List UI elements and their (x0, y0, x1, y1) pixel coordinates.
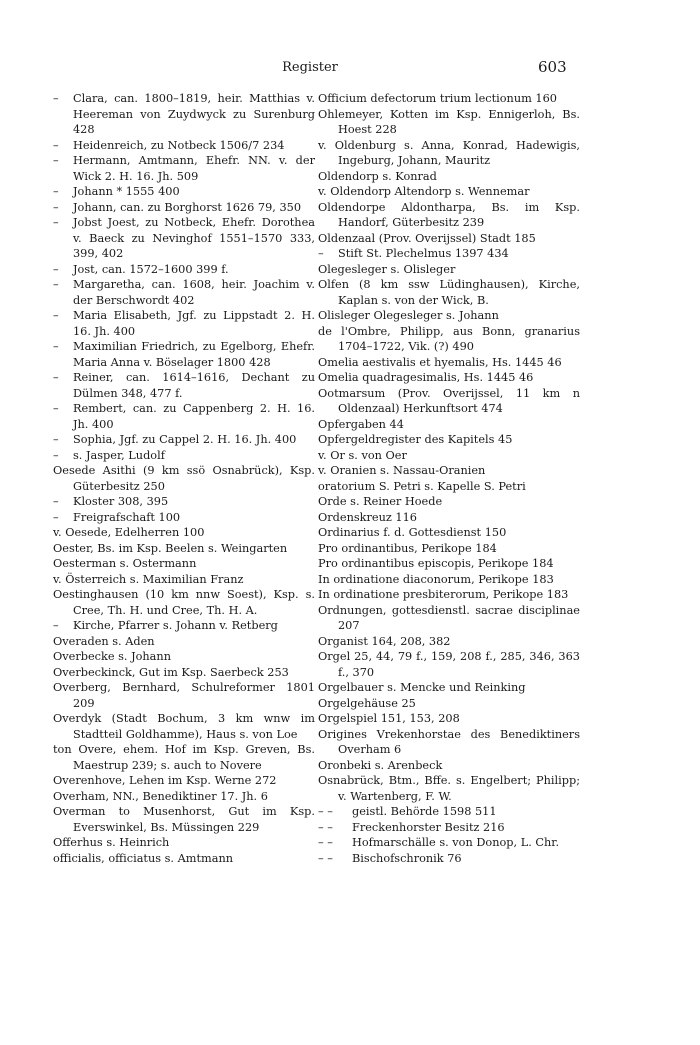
index-entry-text: Officium defectorum trium lectionum 160 (318, 92, 557, 105)
index-entry-text: Overdyk (Stadt Bochum, 3 km wnw im Stadtteil Goldhamme), Haus s. von Loe (53, 712, 315, 741)
index-entry (53, 370, 315, 401)
index-entry (53, 339, 315, 370)
index-entry-text: Kirche, Pfarrer s. Johann v. Retberg (73, 619, 278, 632)
index-entry-text: Oldendorpe Aldontharpa, Bs. im Ksp. Handorf, Güterbesitz 239 (318, 200, 580, 229)
index-entry (318, 138, 580, 169)
sub-entry-dash: – – (318, 836, 333, 849)
index-entry (318, 448, 580, 464)
index-entry-text: Pro ordinantibus, Perikope 184 (318, 541, 497, 555)
index-entry (318, 587, 580, 603)
index-entry-text: Overaden s. Aden (53, 634, 155, 648)
sub-entry-dash: – (53, 495, 59, 508)
index-entry-text: Omelia quadragesimalis, Hs. 1445 46 (318, 371, 534, 384)
index-entry-text: Margaretha, can. 1608, heir. Joachim v. der Berschwordt 402 (73, 278, 315, 307)
index-entry (53, 215, 315, 262)
index-entry (53, 308, 315, 339)
index-entry-text: Organist 164, 208, 382 (318, 634, 451, 648)
index-entry (53, 773, 315, 789)
sub-entry-dash: – (318, 247, 324, 260)
index-entry (53, 401, 315, 432)
index-entry (318, 525, 580, 541)
sub-entry-dash: – (53, 262, 59, 276)
sub-entry-dash: – (53, 278, 59, 291)
index-entry (318, 370, 580, 386)
index-entry (318, 649, 580, 680)
sub-entry-dash: – (53, 510, 59, 524)
index-entry (53, 618, 315, 634)
sub-entry-dash: – – (318, 851, 333, 865)
index-entry (318, 804, 580, 820)
index-entry (53, 835, 315, 851)
index-entry (318, 603, 580, 634)
sub-entry-dash: – (53, 200, 59, 214)
index-entry-text: officialis, officiatus s. Amtmann (53, 851, 234, 865)
index-entry (318, 262, 580, 278)
index-entry (318, 184, 580, 200)
index-entry (53, 851, 315, 867)
index-entry-text: Olegesleger s. Olisleger (318, 262, 456, 276)
index-entry (318, 835, 580, 851)
index-entry (318, 510, 580, 526)
index-entry-text: Freckenhorster Besitz 216 (352, 820, 505, 834)
index-entry-text: Overman to Musenhorst, Gut im Ksp. Everswinkel, Bs. Müssingen 229 (53, 805, 315, 834)
index-entry-text: Omelia aestivalis et hyemalis, Hs. 1445 46 (318, 355, 562, 369)
index-entry-text: Ordenskreuz 116 (318, 510, 417, 524)
index-entry-text: Orgelspiel 151, 153, 208 (318, 712, 460, 725)
index-entry-text: Maria Elisabeth, Jgf. zu Lippstadt 2. H. 16. Jh. 400 (73, 309, 315, 338)
index-entry (318, 773, 580, 804)
index-entry-text: In ordinatione diaconorum, Perikope 183 (318, 572, 554, 586)
index-entry (318, 556, 580, 572)
index-entry-text: oratorium S. Petri s. Kapelle S. Petri (318, 479, 526, 493)
index-entry (318, 231, 580, 247)
index-entry (318, 463, 580, 479)
index-entry-text: Opfergeldregister des Kapitels 45 (318, 433, 513, 446)
index-entry-text: s. Jasper, Ludolf (73, 448, 165, 462)
index-entry (53, 742, 315, 773)
page-number: 603 (538, 58, 567, 76)
index-entry-text: In ordinatione presbiterorum, Perikope 183 (318, 588, 569, 601)
index-entry-text: Offerhus s. Heinrich (53, 836, 170, 849)
index-entry (318, 696, 580, 712)
index-entry (318, 820, 580, 836)
index-entry-text: Bischofschronik 76 (352, 851, 462, 865)
index-column-right (318, 91, 580, 866)
index-entry-text: v. Oldendorp Altendorp s. Wennemar (318, 185, 530, 198)
sub-entry-dash: – (53, 340, 59, 353)
sub-entry-dash: – – (318, 805, 333, 818)
index-entry (53, 277, 315, 308)
sub-entry-dash: – (53, 138, 59, 152)
sub-entry-dash: – (53, 371, 59, 384)
index-entry-text: Ootmarsum (Prov. Overijssel, 11 km n Oldenzaal) Herkunftsort 474 (318, 386, 580, 415)
index-entry (318, 417, 580, 433)
index-entry-text: Osnabrück, Btm., Bffe. s. Engelbert; Philipp; v. Wartenberg, F. W. (318, 774, 580, 803)
index-entry-text: Ordinarius f. d. Gottesdienst 150 (318, 526, 507, 539)
index-entry (318, 308, 580, 324)
index-entry (53, 448, 315, 464)
index-entry (53, 138, 315, 154)
index-entry (53, 463, 315, 494)
index-entry-text: Hermann, Amtmann, Ehefr. NN. v. der Wick 2. H. 16. Jh. 509 (73, 154, 315, 183)
running-title: Register (282, 60, 338, 75)
index-entry (53, 587, 315, 618)
index-entry (318, 386, 580, 417)
index-entry (318, 634, 580, 650)
index-entry (53, 494, 315, 510)
index-entry-text: Freigrafschaft 100 (73, 510, 181, 524)
index-entry (53, 184, 315, 200)
index-entry-text: geistl. Behörde 1598 511 (352, 805, 497, 818)
sub-entry-dash: – (53, 154, 59, 167)
index-entry (318, 494, 580, 510)
index-entry-text: Oronbeki s. Arenbeck (318, 758, 443, 772)
index-entry-text: Orgel 25, 44, 79 f., 159, 208 f., 285, 346, 363 f., 370 (318, 650, 580, 679)
sub-entry-dash: – (53, 216, 59, 229)
index-entry-text: Maximilian Friedrich, zu Egelborg, Ehefr. Maria Anna v. Böselager 1800 428 (73, 340, 315, 369)
index-entry (53, 556, 315, 572)
index-entry (318, 479, 580, 495)
index-entry (53, 200, 315, 216)
index-entry (53, 153, 315, 184)
sub-entry-dash: – (53, 448, 59, 462)
index-entry (53, 789, 315, 805)
index-entry (318, 277, 580, 308)
sub-entry-dash: – (53, 402, 59, 415)
index-entry (318, 246, 580, 262)
index-entry (53, 510, 315, 526)
index-entry-text: Oestinghausen (10 km nnw Soest), Ksp. s. Cree, Th. H. und Cree, Th. H. A. (53, 588, 315, 617)
index-entry (318, 680, 580, 696)
index-entry-text: Oester, Bs. im Ksp. Beelen s. Weingarten (53, 541, 288, 555)
index-entry-text: Oesede Asithi (9 km ssö Osnabrück), Ksp. Güterbesitz 250 (53, 464, 315, 493)
index-entry-text: v. Oranien s. Nassau-Oranien (318, 464, 486, 477)
index-entry (53, 525, 315, 541)
index-entry-text: Oesterman s. Ostermann (53, 557, 197, 570)
index-entry-text: Orgelgehäuse 25 (318, 696, 416, 710)
index-entry-text: Overham, NN., Benediktiner 17. Jh. 6 (53, 789, 268, 803)
index-entry-text: de l'Ombre, Philipp, aus Bonn, granarius 1704–1722, Vik. (?) 490 (318, 324, 580, 353)
index-entry-text: Ordnungen, gottesdienstl. sacrae disciplinae 207 (318, 603, 580, 632)
index-entry (53, 649, 315, 665)
index-entry (318, 107, 580, 138)
index-entry-text: Kloster 308, 395 (73, 495, 169, 508)
index-entry-text: Ohlemeyer, Kotten im Ksp. Ennigerloh, Bs. Hoest 228 (318, 107, 580, 136)
index-entry-text: Opfergaben 44 (318, 417, 404, 431)
index-entry-text: Overbeckinck, Gut im Ksp. Saerbeck 253 (53, 665, 289, 679)
index-entry-text: Reiner, can. 1614–1616, Dechant zu Dülmen 348, 477 f. (73, 371, 315, 400)
index-entry (318, 758, 580, 774)
index-entry-text: Johann, can. zu Borghorst 1626 79, 350 (73, 200, 302, 214)
sub-entry-dash: – (53, 619, 59, 632)
index-entry (318, 711, 580, 727)
index-entry (318, 355, 580, 371)
index-entry (318, 324, 580, 355)
index-entry (53, 572, 315, 588)
index-entry (318, 851, 580, 867)
index-entry (318, 541, 580, 557)
index-entry-text: ton Overe, ehem. Hof im Ksp. Greven, Bs. Maestrup 239; s. auch to Novere (53, 743, 315, 772)
sub-entry-dash: – (53, 309, 59, 322)
index-entry (53, 262, 315, 278)
index-entry-text: Sophia, Jgf. zu Cappel 2. H. 16. Jh. 400 (73, 433, 297, 446)
index-entry-text: Overbecke s. Johann (53, 650, 171, 663)
index-entry-text: Oldendorp s. Konrad (318, 169, 437, 183)
index-entry-text: Rembert, can. zu Cappenberg 2. H. 16. Jh. 400 (73, 402, 315, 431)
index-entry-text: Heidenreich, zu Notbeck 1506/7 234 (73, 138, 285, 152)
index-entry (53, 432, 315, 448)
index-entry (53, 711, 315, 742)
index-entry-text: Olisleger Olegesleger s. Johann (318, 309, 499, 322)
index-entry-text: Pro ordinantibus episcopis, Perikope 184 (318, 557, 554, 570)
index-entry-text: v. Or s. von Oer (318, 448, 407, 462)
index-entry-text: Oldenzaal (Prov. Overijssel) Stadt 185 (318, 231, 536, 245)
index-entry (318, 169, 580, 185)
sub-entry-dash: – (53, 433, 59, 446)
index-entry-text: Orde s. Reiner Hoede (318, 495, 443, 508)
index-entry-text: Origines Vrekenhorstae des Benediktiners Overham 6 (318, 727, 580, 756)
index-entry (53, 680, 315, 711)
sub-entry-dash: – (53, 92, 59, 105)
index-entry-text: Olfen (8 km ssw Lüdinghausen), Kirche, Kaplan s. von der Wick, B. (318, 278, 580, 307)
index-entry (318, 91, 580, 107)
sub-entry-dash: – – (318, 820, 333, 834)
index-entry-text: v. Oldenburg s. Anna, Konrad, Hadewigis, Ingeburg, Johann, Mauritz (318, 138, 580, 167)
index-entry (53, 541, 315, 557)
index-entry-text: v. Österreich s. Maximilian Franz (53, 572, 244, 586)
index-entry-text: Overenhove, Lehen im Ksp. Werne 272 (53, 774, 277, 787)
index-entry-text: v. Oesede, Edelherren 100 (53, 526, 205, 539)
index-entry-text: Jost, can. 1572–1600 399 f. (73, 262, 229, 276)
index-column-left (53, 91, 315, 866)
index-entry (53, 634, 315, 650)
index-entry-text: Orgelbauer s. Mencke und Reinking (318, 681, 526, 694)
index-entry-text: Jobst Joest, zu Notbeck, Ehefr. Dorothea v. Baeck zu Nevinghof 1551–1570 333, 399, 402 (73, 216, 315, 260)
index-entry (318, 200, 580, 231)
index-entry (53, 91, 315, 138)
index-entry (53, 804, 315, 835)
index-entry-text: Stift St. Plechelmus 1397 434 (338, 247, 509, 260)
index-entry (53, 665, 315, 681)
index-entry-text: Hofmarschälle s. von Donop, L. Chr. (352, 836, 560, 849)
index-entry-text: Clara, can. 1800–1819, heir. Matthias v. Heereman von Zuydwyck zu Surenburg 428 (73, 92, 315, 136)
index-entry (318, 432, 580, 448)
index-entry (318, 572, 580, 588)
sub-entry-dash: – (53, 185, 59, 198)
index-entry (318, 727, 580, 758)
index-entry-text: Overberg, Bernhard, Schulreformer 1801 209 (53, 681, 315, 710)
index-entry-text: Johann * 1555 400 (73, 185, 180, 198)
